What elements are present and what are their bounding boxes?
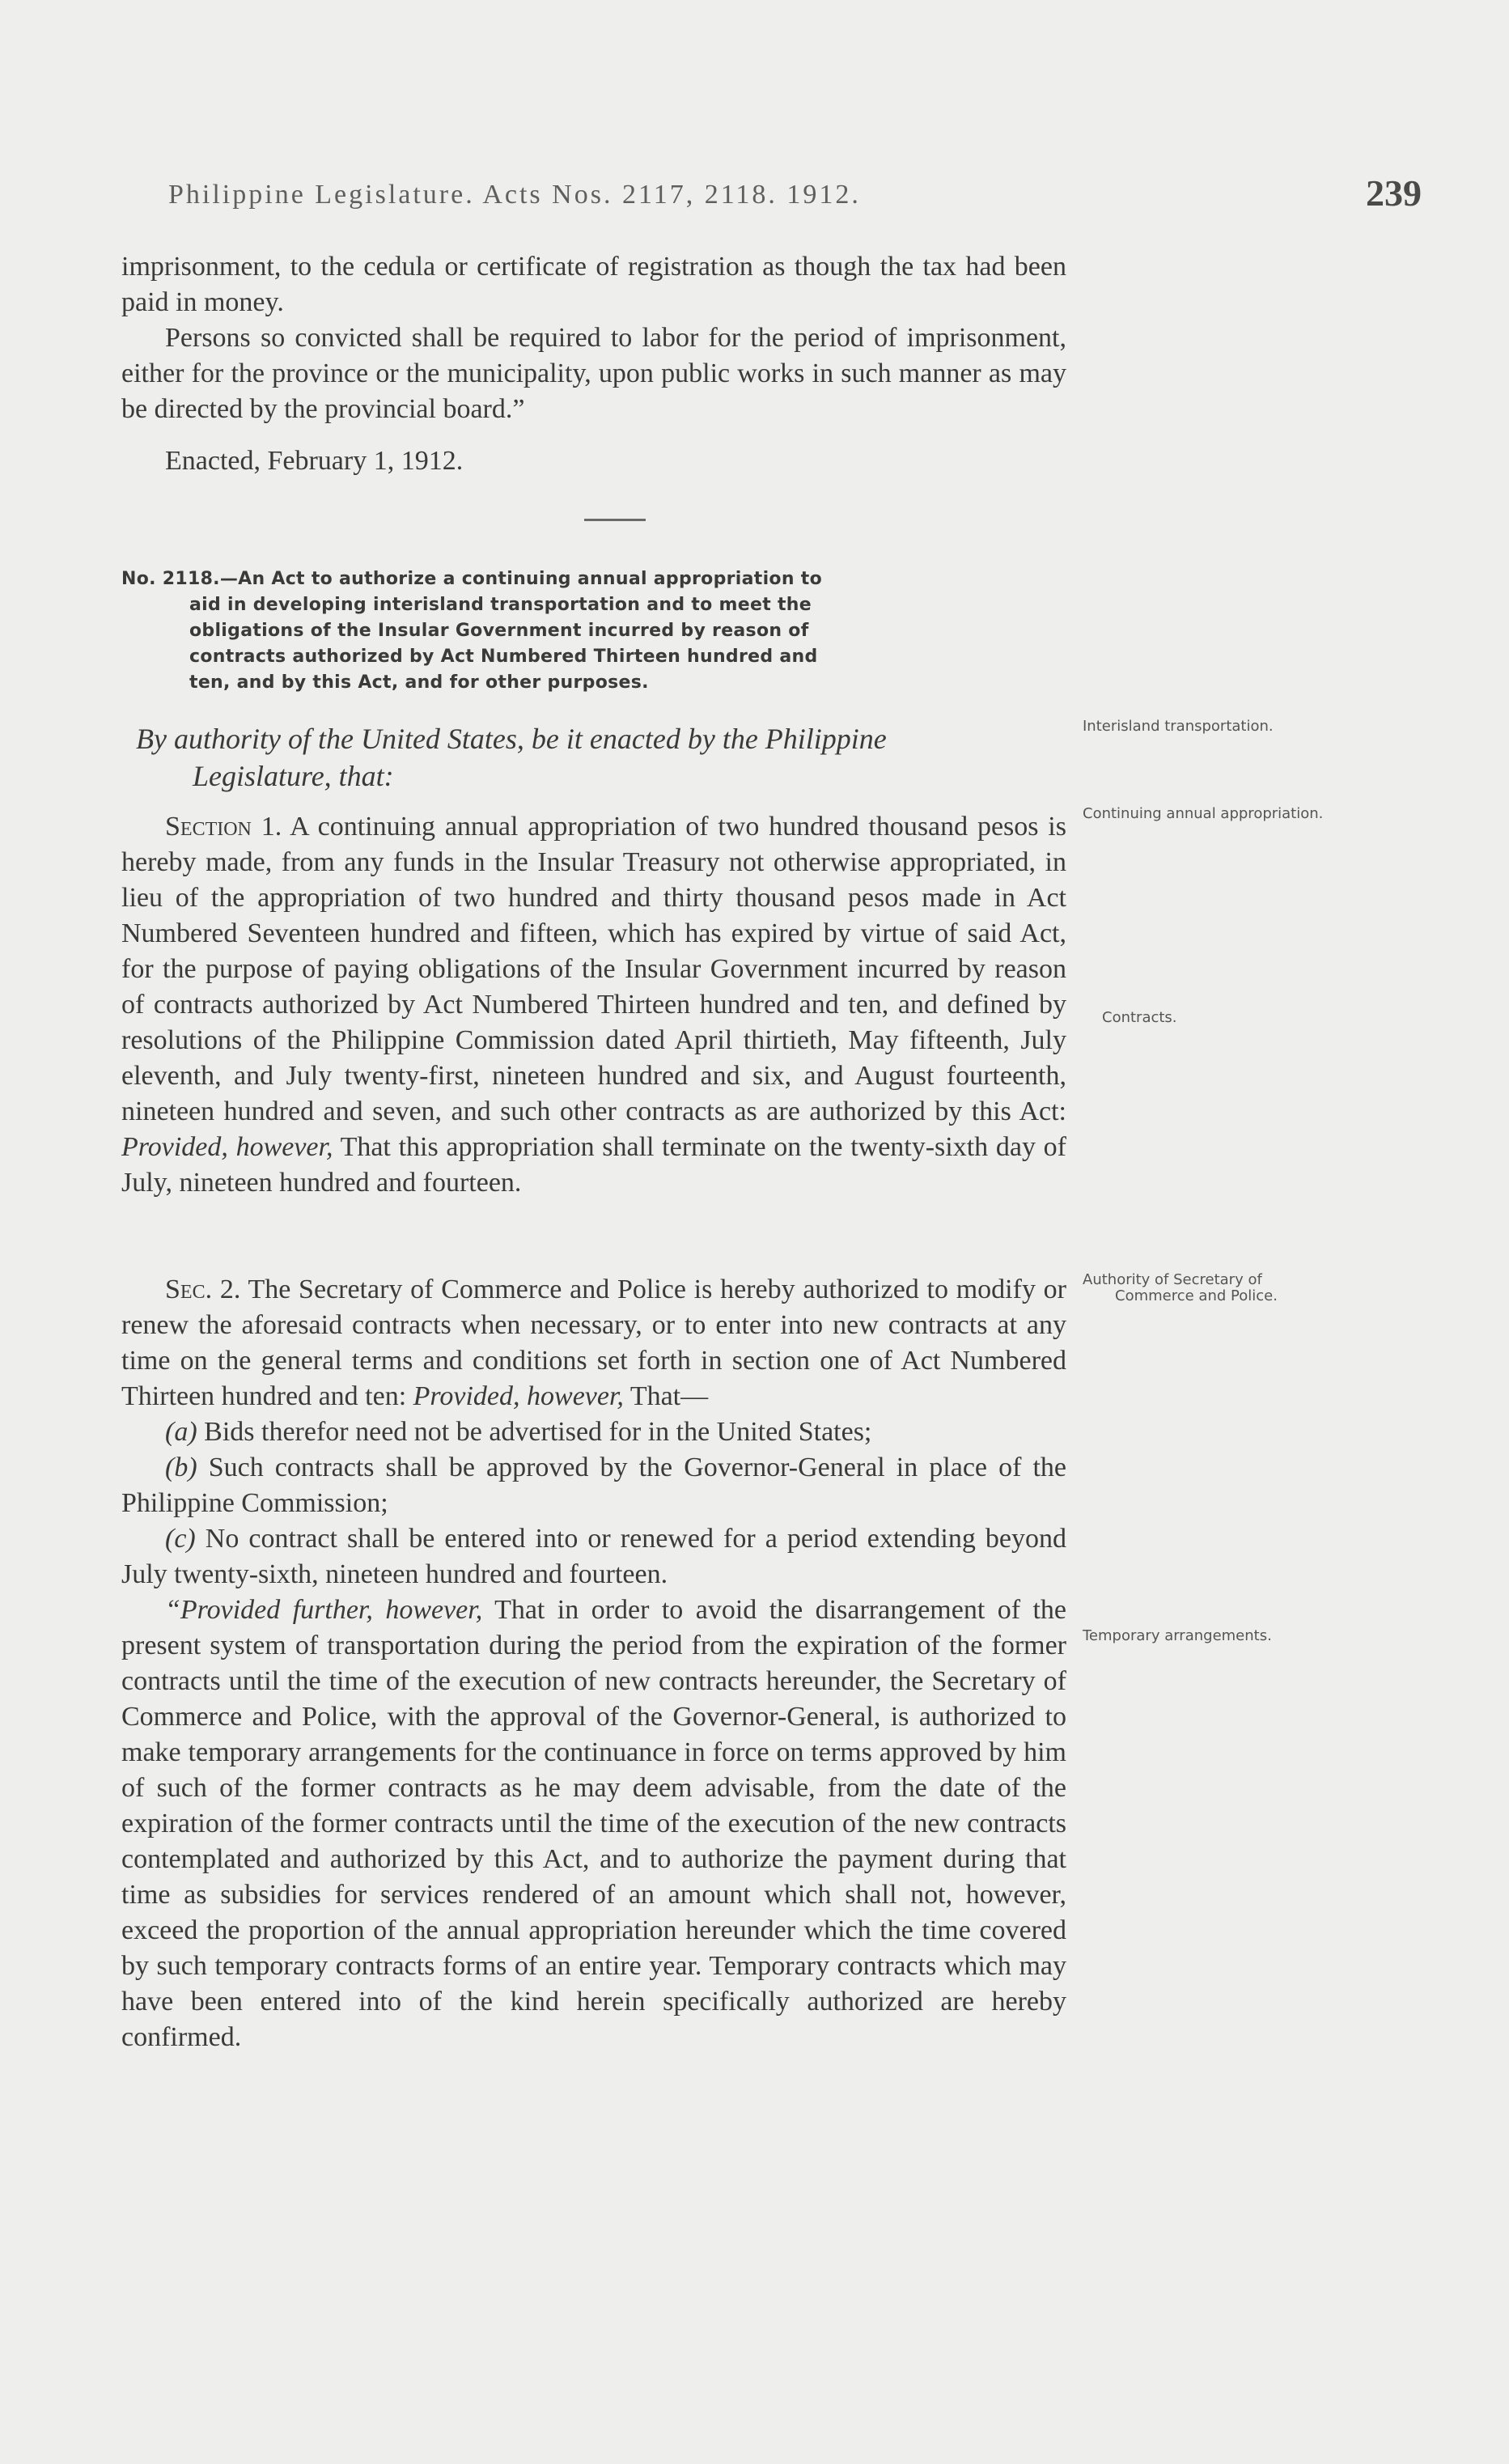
section-2-item-a: (a) Bids therefor need not be advertised for in the United States; (165, 1417, 872, 1447)
section-2-item-c: (c) No contract shall be entered into or renewed for a period extending beyond July twenty-sixth, nineteen hundred and fourteen. (121, 1524, 1066, 1589)
section-2 (121, 1272, 1066, 2055)
section-2-text: The Secretary of Commerce and Police is hereby authorized to modify or renew the aforesaid contracts when necessary, or to enter into new contracts at any time on the general terms and conditions set forth in section one of Act Numbered Thirteen hundred and ten: (121, 1274, 1067, 1411)
act-title (121, 566, 1060, 696)
enacting-clause-line-2: Legislature, that: (193, 760, 394, 792)
act-title-line: aid in developing interisland transportation and to meet the (189, 595, 812, 615)
section-1-tail: That this appropriation shall terminate on the twenty-sixth day of July, nineteen hundred and fourteen. (121, 1132, 1066, 1198)
section-1-label: Section 1. (165, 812, 282, 842)
section-1-proviso: Provided, however, (121, 1132, 333, 1162)
section-2-further-proviso: “Provided further, however, That in order to avoid the disarrangement of the present system of transportation during the period from the expiration of the former contracts until the time of the execution of new contracts hereunder, the Secretary of Commerce and Police, with the approval of the Governor-General, is authorized to make temporary arrangements for the continuance in force on terms approved by him of such of the former contracts as he may deem advisable, from the date of the expiration of the former contracts until the time of the execution of the new contracts contemplated and authorized by this Act, and to authorize the payment during that time as subsidies for services rendered of an amount which shall not, however, exceed the proportion of the annual appropriation hereunder which the time covered by such temporary contracts forms of an entire year. Temporary contracts which may have been entered into of the kind herein specifically authorized are hereby confirmed. (121, 1595, 1066, 2052)
prior-act-continuation (121, 249, 1066, 479)
enactment-date: Enacted, February 1, 1912. (165, 446, 464, 476)
act-title-line: No. 2118.—An Act to authorize a continuing annual appropriation to (121, 569, 822, 589)
section-divider (584, 519, 646, 521)
page-number: 239 (1366, 172, 1422, 214)
section-1-text: A continuing annual appropriation of two hundred thousand pesos is hereby made, from any funds in the Insular Treasury not otherwise appropriated, in lieu of the appropriation of two hundred and thirty thousand pesos made in Act Numbered Seventeen hundred and fifteen, which has expired by virtue of said Act, for the purpose of paying obligations of the Insular Government incurred by reason of contracts authorized by Act Numbered Thirteen hundred and ten, and defined by resolutions of the Philippine Commission dated April thirtieth, May fifteenth, July eleventh, and July twenty-first, nineteen hundred and six, and August fourteenth, nineteen hundred and seven, and such other contracts as are authorized by this Act: (121, 812, 1066, 1126)
section-1 (121, 809, 1066, 1201)
prior-act-paragraph-1: imprisonment, to the cedula or certificate of registration as though the tax had been paid in money. (121, 252, 1066, 317)
enacting-clause-line-1: By authority of the United States, be it enacted by the Philippine (136, 723, 887, 755)
act-title-line: contracts authorized by Act Numbered Thirteen hundred and (189, 647, 818, 667)
enacting-clause (136, 720, 1066, 795)
section-2-label: Sec. 2. (165, 1274, 241, 1304)
act-title-line: obligations of the Insular Government incurred by reason of (189, 621, 809, 641)
margin-note-temporary-arrangements: Temporary arrangements. (1083, 1627, 1272, 1644)
act-title-line: ten, and by this Act, and for other purposes. (189, 672, 649, 693)
margin-note-contracts: Contracts. (1102, 1009, 1177, 1026)
section-2-proviso: Provided, however, (413, 1381, 624, 1411)
prior-act-paragraph-2: Persons so convicted shall be required to labor for the period of imprisonment, either for the province or the municipality, upon public works in such manner as may be directed by the provincial board.” (121, 323, 1066, 424)
section-2-item-b: (b) Such contracts shall be approved by the Governor-General in place of the Philippine Commission; (121, 1453, 1066, 1518)
margin-note-authority: Authority of Secretary of Commerce and Police. (1083, 1271, 1278, 1304)
section-2-tail: That— (623, 1381, 709, 1411)
margin-note-continuing-appropriation: Continuing annual appropriation. (1083, 805, 1324, 822)
margin-note-interisland: Interisland transportation. (1083, 718, 1274, 735)
running-header: Philippine Legislature. Acts Nos. 2117, 2118. 1912. (168, 180, 861, 210)
